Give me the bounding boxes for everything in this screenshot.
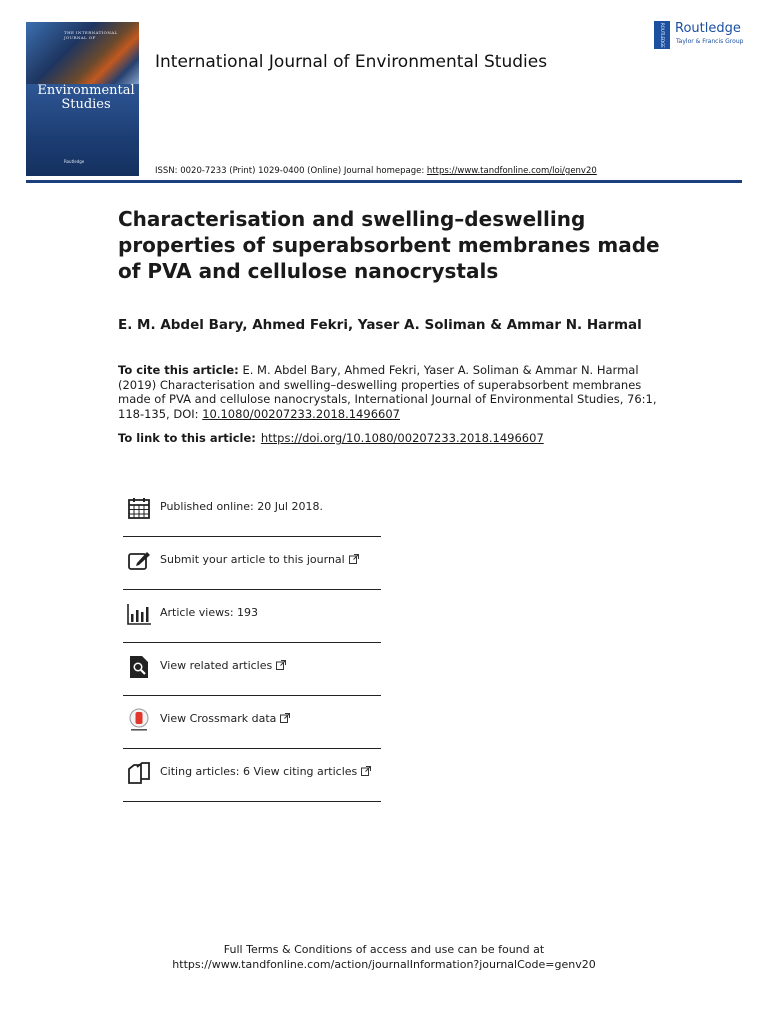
footer-terms-link[interactable]: https://www.tandfonline.com/action/journalInformation?journalCode=genv20: [172, 958, 596, 971]
footer-line1: Full Terms & Conditions of access and use can be found at: [223, 943, 545, 956]
cover-title-line2: Studies: [61, 97, 111, 112]
journal-homepage-link[interactable]: https://www.tandfonline.com/loi/genv20: [426, 166, 597, 176]
cover-title: [34, 84, 138, 112]
citing-articles-icon: [127, 761, 151, 785]
crossmark-label: View Crossmark data: [160, 712, 277, 725]
related-articles-link[interactable]: [160, 659, 286, 672]
submit-article-label: Submit your article to this journal: [160, 553, 345, 566]
published-online-item: [123, 484, 381, 537]
article-authors: E. M. Abdel Bary, Ahmed Fekri, Yaser A. Soliman & Ammar N. Harmal: [118, 317, 642, 333]
publisher-logo[interactable]: [654, 21, 749, 51]
article-doi-link[interactable]: https://doi.org/10.1080/00207233.2018.1496607: [260, 431, 544, 445]
external-link-icon: [276, 660, 286, 670]
crossmark-icon: [127, 708, 151, 732]
search-document-icon: [127, 655, 151, 679]
crossmark-item[interactable]: [123, 696, 381, 749]
citing-articles-item[interactable]: [123, 749, 381, 802]
article-views-label: Article views: 193: [160, 606, 259, 619]
edit-icon: [127, 549, 151, 573]
link-label: To link to this article:: [118, 431, 256, 445]
cover-small-text: THE INTERNATIONAL JOURNAL OF: [64, 30, 118, 40]
issn-text: ISSN: 0020-7233 (Print) 1029-0400 (Online) Journal homepage:: [155, 166, 427, 176]
cite-doi-link[interactable]: 10.1080/00207233.2018.1496607: [202, 406, 400, 421]
journal-name: International Journal of Environmental Studies: [155, 52, 548, 72]
external-link-icon: [349, 554, 359, 564]
citation-block: [118, 363, 658, 421]
crossmark-link[interactable]: [160, 712, 290, 725]
issn-line: [155, 166, 597, 176]
calendar-icon: [127, 496, 151, 520]
journal-cover-image: [26, 22, 139, 176]
header-divider: [26, 180, 742, 183]
submit-article-link[interactable]: [160, 553, 359, 566]
article-views-item: [123, 590, 381, 643]
external-link-icon: [280, 713, 290, 723]
article-link-line: [118, 431, 544, 445]
article-actions-list: [123, 484, 381, 802]
published-online-label: Published online: 20 Jul 2018.: [160, 500, 323, 513]
cover-title-line1: Environmental: [37, 83, 135, 98]
submit-article-item[interactable]: [123, 537, 381, 590]
footer-terms: [0, 942, 768, 972]
article-title: Characterisation and swelling–deswelling properties of superabsorbent membranes made of PVA and cellulose nanocrystals: [118, 207, 660, 283]
cite-label: To cite this article:: [118, 363, 239, 377]
cover-logo-text: Routledge: [64, 159, 85, 164]
bar-chart-icon: [127, 602, 151, 626]
related-articles-label: View related articles: [160, 659, 273, 672]
publisher-name: Routledge: [675, 21, 741, 36]
publisher-subtitle: Taylor & Francis Group: [676, 38, 744, 45]
citing-articles-label: Citing articles: 6 View citing articles: [160, 765, 358, 778]
related-articles-item[interactable]: [123, 643, 381, 696]
citing-articles-link[interactable]: [160, 765, 371, 778]
cite-text: E. M. Abdel Bary, Ahmed Fekri, Yaser A. Soliman & Ammar N. Harmal (2019) Characterisation and swelling–deswelling properties of superabsorbent membranes made of PVA and cellulose nanocrystals, International Journal of Environmental Studies, 76:1, 118-135, DOI:: [118, 363, 657, 421]
routledge-logo-icon: ROUTLEDGE: [654, 21, 670, 49]
external-link-icon: [361, 766, 371, 776]
